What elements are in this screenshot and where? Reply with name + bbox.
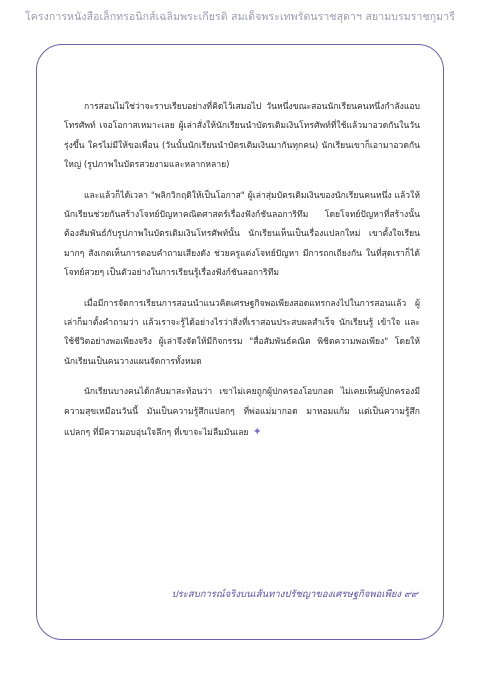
paragraph-4-text: นักเรียนบางคนได้กลับมาสะท้อนว่า เขาไม่เคยถูกผู้ปกครองโอบกอด ไม่เคยเห็นผู้ปกครองมีความสุขเหมือนวันนี้ มันเป็นความรู้สึกแปลกๆ ที่พ่อแม่มากอด มาหอมแก้ม แต่เป็นความรู้สึกแปลกๆ ที่มีความอบอุ่นใจลึกๆ ที่เขาจะไม่ลืมมันเลย [64, 387, 420, 439]
body-text [64, 98, 420, 455]
paragraph-2: และแล้วก็ได้เวลา "พลิกวิกฤติให้เป็นโอกาส" ผู้เล่าสุ่มบัตรเติมเงินของนักเรียนคนหนึ่ง แล้วให้นักเรียนช่วยกันสร้างโจทย์ปัญหาคณิตศาสตร์เรื่องฟังก์ชันลอการิทึม โดยโจทย์ปัญหาที่สร้างนั้นต้องสัมพันธ์กับรูปภาพในบัตรเติมเงินโทรศัพท์นั้น นักเรียนเห็นเป็นเรื่องแปลกใหม่ เขาตั้งใจเรียนมากๆ สังเกตเห็นการตอบคำถามเสียงดัง ช่วยครูแต่งโจทย์ปัญหา มีการถกเถียงกัน ในที่สุดเราก็ได้โจทย์สวยๆ เป็นตัวอย่างในการเรียนรู้เรื่องฟังก์ชันลอการิทึม [64, 190, 420, 279]
paragraph-3: เมื่อมีการจัดการเรียนการสอนนำแนวคิดเศรษฐกิจพอเพียงสอดแทรกลงไปในการสอนแล้ว ผู้เล่าก็มาตั้งคำถามว่า แล้วเราจะรู้ได้อย่างไรว่าสิ่งที่เราสอนประสบผลสำเร็จ นักเรียนรู้ เข้าใจ และใช้ชีวิตอย่างพอเพียงจริง ผู้เล่าจึงจัดให้มีกิจกรรม "สื่อสัมพันธ์คณิต พิชิตความพอเพียง" โดยให้นักเรียนเป็นคนวางแผนจัดการทั้งหมด [64, 298, 420, 367]
sparkle-icon: ✦ [252, 425, 262, 439]
page-header: โครงการหนังสือเล็กทรอนิกส์เฉลิมพระเกียรติ สมเด็จพระเทพรัตนราชสุดาฯ สยามบรมราชกุมารี [25, 11, 455, 23]
page-footer: ประสบการณ์จริงบนเส้นทางปรัชญาของเศรษฐกิจพอเพียง ๙๙ [171, 589, 418, 600]
paragraph-4 [64, 383, 420, 443]
paragraph-1: การสอนไม่ใช่ว่าจะราบเรียบอย่างที่คิดไว้เสมอไป วันหนึ่งขณะสอนนักเรียนคนหนึ่งกำลังแอบโทรศัพท์ เจอโอกาสเหมาะเลย ผู้เล่าสั่งให้นักเรียนนำบัตรเติมเงินโทรศัพท์ที่ใช้แล้วมาอวดกันในวันรุ่งขึ้น ใครไม่มีให้ขอเพื่อน (วันนั้นนักเรียนนำบัตรเติมเงินมากันทุกคน) นักเรียนเขาก็เอามาอวดกันใหญ่ (รูปภาพในบัตรสวยงามและหลากหลาย) [64, 102, 420, 171]
